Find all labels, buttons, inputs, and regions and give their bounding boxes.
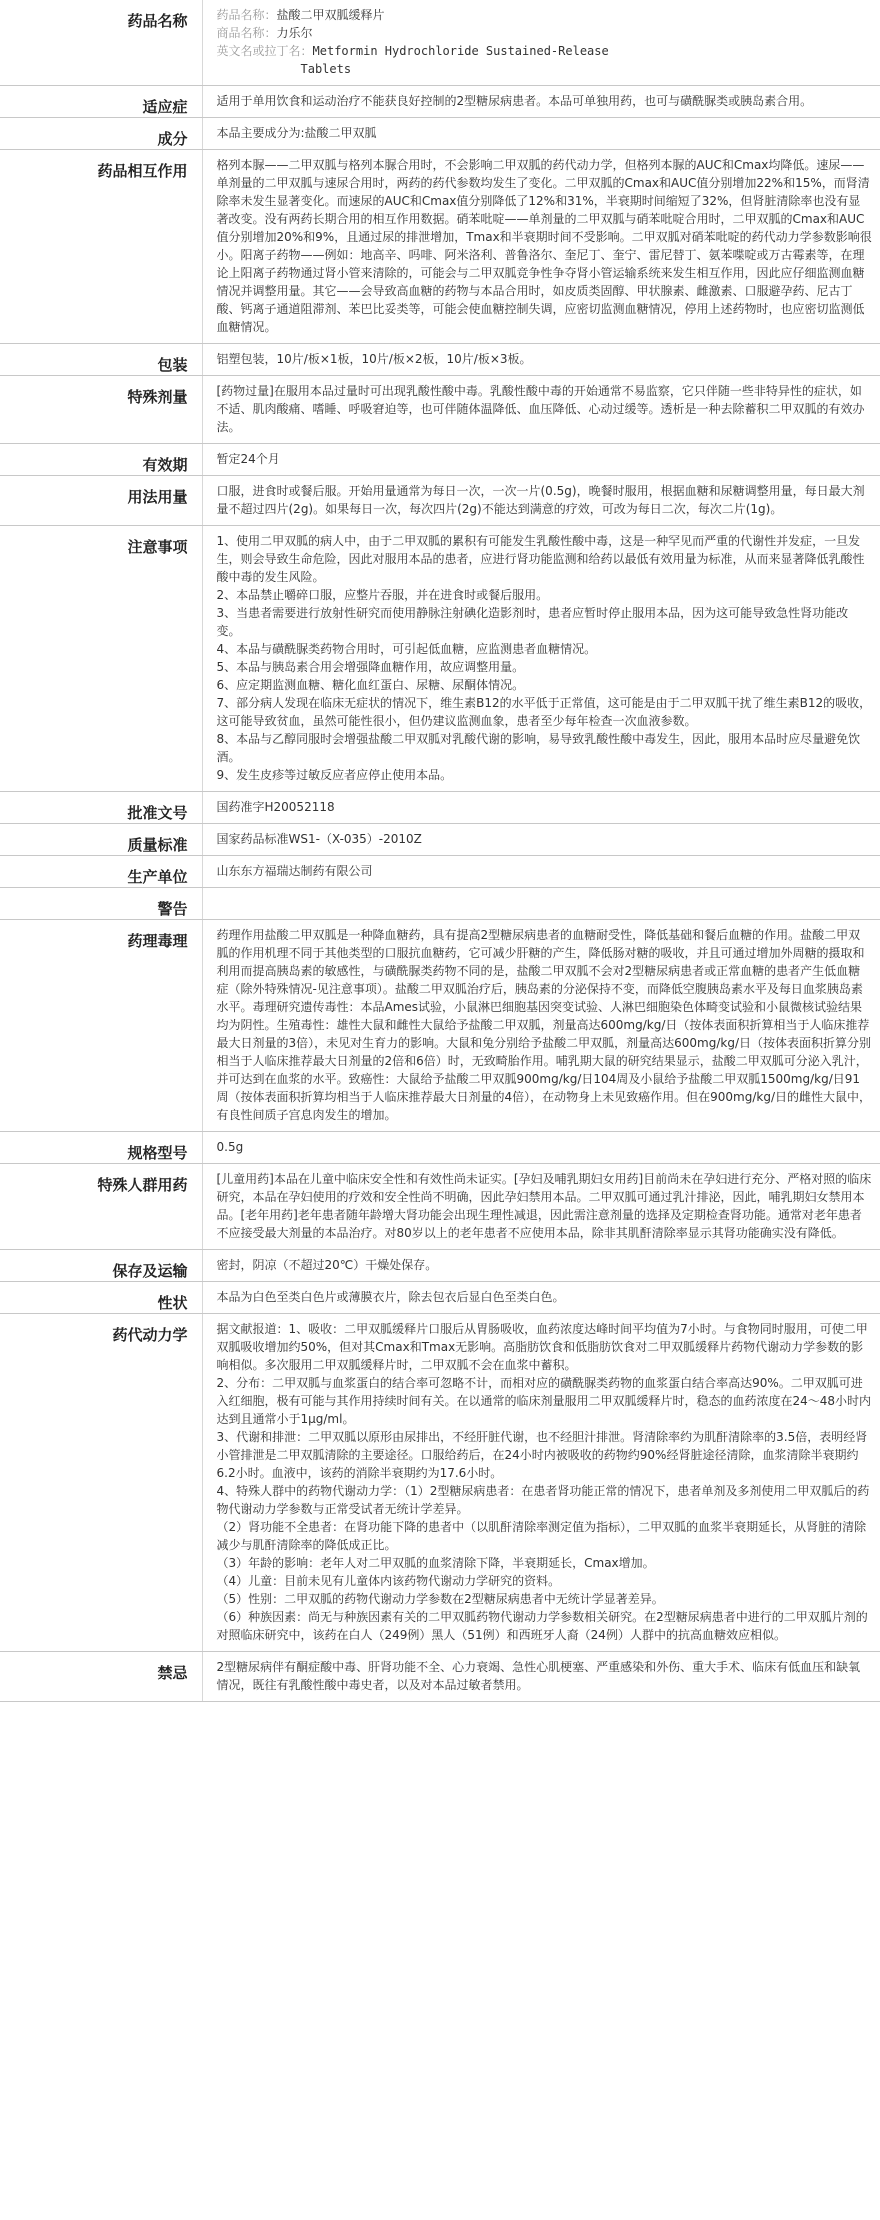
precaution-item: 9、发生皮疹等过敏反应者应停止使用本品。 <box>216 768 453 782</box>
content-overdose: [药物过量]在服用本品过量时可出现乳酸性酸中毒。乳酸性酸中毒的开始通常不易监察，它只伴随一些非特异性的症状，如不适、肌肉酸痛、嗜睡、呼吸窘迫等，也可伴随体温降低、血压降低、心动过缓等。透析是一种去除蓄积二甲双胍的有效办法。 <box>202 376 880 444</box>
content-validity: 暂定24个月 <box>202 444 880 476</box>
label-contraindications: 禁忌 <box>0 1652 202 1702</box>
content-dosage: 口服，进食时或餐后服。开始用量通常为每日一次，一次一片(0.5g)，晚餐时服用，根据血糖和尿糖调整用量，每日最大剂量不超过四片(2g)。如果每日一次，每次四片(2g)不能达到满意的疗效，可改为每日二次，每次二片(1g)。 <box>202 476 880 526</box>
row-dosage <box>0 476 880 526</box>
pharmacokinetics-item: 2、分布：二甲双胍与血浆蛋白的结合率可忽略不计，而相对应的磺酰脲类药物的血浆蛋白结合率高达90%。二甲双胍可进入红细胞，极有可能与其作用持续时间有关。在以通常的临床剂量服用二甲双胍缓释片时，稳态的血药浓度在24～48小时内达到且通常小于1μg/ml。 <box>216 1376 872 1426</box>
label-warning: 警告 <box>0 888 202 920</box>
generic-name-value: 盐酸二甲双胍缓释片 <box>276 8 385 22</box>
precaution-item: 7、部分病人发现在临床无症状的情况下，维生素B12的水平低于正常值，这可能是由于二甲双胍干扰了维生素B12的吸收，这可能导致贫血，虽然可能性很小，但仍建议监测血象，患者至少每年检查一次血液参数。 <box>216 696 872 728</box>
row-special-population <box>0 1164 880 1250</box>
pharmacokinetics-item: （5）性别：二甲双胍的药物代谢动力学参数在2型糖尿病患者中无统计学显著差异。 <box>216 1592 664 1606</box>
row-indications <box>0 86 880 118</box>
content-quality-standard: 国家药品标准WS1-（X-035）-2010Z <box>202 824 880 856</box>
content-manufacturer: 山东东方福瑞达制药有限公司 <box>202 856 880 888</box>
content-special-population: [儿童用药]本品在儿童中临床安全性和有效性尚未证实。[孕妇及哺乳期妇女用药]目前尚未在孕妇进行充分、严格对照的临床研究，本品在孕妇使用的疗效和安全性尚不明确，因此孕妇禁用本品。二甲双胍可通过乳汁排泌，因此，哺乳期妇女禁用本品。[老年用药]老年患者随年龄增大肾功能会出现生理性减退，因此需注意剂量的选择及定期检查肾功能。通常对老年患者不应接受最大剂量的本品治疗。对80岁以上的老年患者不应使用本品，除非其肌酐清除率显示其肾功能确实没有降低。 <box>202 1164 880 1250</box>
generic-name-label: 药品名称： <box>216 8 277 22</box>
precaution-item: 2、本品禁止嚼碎口服，应整片吞服，并在进食时或餐后服用。 <box>216 588 549 602</box>
pharmacokinetics-item: （4）儿童：目前未见有儿童体内该药物代谢动力学研究的资料。 <box>216 1574 561 1588</box>
english-name-line-2 <box>217 60 873 78</box>
content-composition: 本品主要成分为:盐酸二甲双胍 <box>202 118 880 150</box>
pharmacokinetics-item: 据文献报道：1、吸收：二甲双胍缓释片口服后从胃肠吸收，血药浓度达峰时间平均值为7小时。与食物同时服用，可使二甲双胍吸收增加约50%，但对其Cmax和Tmax无影响。高脂肪饮食和低脂肪饮食对二甲双胍缓释片药物代谢动力学参数的影响相似。多次服用二甲双胍缓释片时，二甲双胍不会在血浆中蓄积。 <box>216 1322 868 1372</box>
content-pharmacology: 药理作用盐酸二甲双胍是一种降血糖药，具有提高2型糖尿病患者的血糖耐受性，降低基础和餐后血糖的作用。盐酸二甲双胍的作用机理不同于其他类型的口服抗血糖药，它可减少肝糖的产生，降低肠对糖的吸收，并且可通过增加外周糖的摄取和利用而提高胰岛素的敏感性，与磺酰脲类药物不同的是，盐酸二甲双胍不会对2型糖尿病患者或正常血糖的患者产生低血糖症（除外特殊情况-见注意事项）。盐酸二甲双胍治疗后，胰岛素的分泌保持不变，而降低空腹胰岛素水平及每日血浆胰岛素水平。毒理研究遗传毒性：本品Ames试验，小鼠淋巴细胞基因突变试验、人淋巴细胞染色体畸变试验和小鼠微核试验结果均为阴性。生殖毒性：雄性大鼠和雌性大鼠给予盐酸二甲双胍，剂量高达600mg/kg/日（按体表面积折算相当于人临床推荐最大日剂量的3倍），未见对生育力的影响。大鼠和兔分别给予盐酸二甲双胍，剂量高达600mg/kg/日（按体表面积折算分别相当于人临床推荐最大日剂量的2倍和6倍）时，无致畸胎作用。哺乳期大鼠的研究结果显示，盐酸二甲双胍可分泌入乳汁，并可达到在血浆的水平。致癌性：大鼠给予盐酸二甲双胍900mg/kg/日104周及小鼠给予盐酸二甲双胍1500mg/kg/日91周（按体表面积折算均相当于人临床推荐最大日剂量的4倍），在动物身上未见致癌作用。但在900mg/kg/日的雌性大鼠中，有良性间质子宫息肉发生的增加。 <box>202 920 880 1132</box>
row-character <box>0 1282 880 1314</box>
row-manufacturer <box>0 856 880 888</box>
pharmacokinetics-item: （6）种族因素：尚无与种族因素有关的二甲双胍药物代谢动力学参数相关研究。在2型糖尿病患者中进行的二甲双胍片剂的对照临床研究中，该药在白人（249例）黑人（51例）和西班牙人裔（24例）人群中的抗高血糖效应相似。 <box>216 1610 868 1642</box>
label-dosage: 用法用量 <box>0 476 202 526</box>
label-indications: 适应症 <box>0 86 202 118</box>
content-contraindications: 2型糖尿病伴有酮症酸中毒、肝肾功能不全、心力衰竭、急性心肌梗塞、严重感染和外伤、重大手术、临床有低血压和缺氧情况，既往有乳酸性酸中毒史者，以及对本品过敏者禁用。 <box>202 1652 880 1702</box>
content-specification: 0.5g <box>202 1132 880 1164</box>
pharmacokinetics-item: 3、代谢和排泄：二甲双胍以原形由尿排出，不经肝脏代谢，也不经胆汁排泄。肾清除率约为肌酐清除率的3.5倍，表明经肾小管排泄是二甲双胍清除的主要途径。口服给药后，在24小时内被吸收的药物约90%经肾脏途径清除，血浆清除半衰期约6.2小时。血液中，该药的消除半衰期约为17.6小时。 <box>216 1430 868 1480</box>
content-interactions: 格列本脲——二甲双胍与格列本脲合用时，不会影响二甲双胍的药代动力学，但格列本脲的AUC和Cmax均降低。速尿——单剂量的二甲双胍与速尿合用时，两药的药代参数均发生了变化。二甲双胍的Cmax和AUC值分别增加22%和15%，而肾清除率未发生显著变化。而速尿的AUC和Cmax值分别降低了12%和31%，半衰期时间缩短了32%，但肾脏清除率也没有显著改变。没有两药长期合用的相互作用数据。硝苯吡啶——单剂量的二甲双胍与硝苯吡啶合用时，二甲双胍的Cmax和AUC值分别增加20%和9%，且通过尿的排泄增加，Tmax和半衰期时间不受影响。二甲双胍对硝苯吡啶的药代动力学参数影响很小。阳离子药物——例如：地高辛、吗啡、阿米洛利、普鲁洛尔、奎尼丁、奎宁、雷尼替丁、氨苯喋啶或万古霉素等，在理论上阳离子药物通过肾小管来清除的，可能会与二甲双胍竞争性争夺肾小管运输系统来发生相互作用，因此应仔细监测血糖情况并调整用量。其它——会导致高血糖的药物与本品合用时，如皮质类固醇、甲状腺素、雌激素、口服避孕药、尼古丁酸、钙离子通道阻滞剂、苯巴比妥类等，可能会使血糖控制失调，应密切监测血糖情况，停用上述药物时，也应密切监测低血糖情况。 <box>202 150 880 344</box>
content-character: 本品为白色至类白色片或薄膜衣片，除去包衣后显白色至类白色。 <box>202 1282 880 1314</box>
content-packaging: 铝塑包装，10片/板×1板，10片/板×2板，10片/板×3板。 <box>202 344 880 376</box>
label-overdose: 特殊剂量 <box>0 376 202 444</box>
generic-name-line <box>217 6 873 24</box>
row-quality-standard <box>0 824 880 856</box>
label-manufacturer: 生产单位 <box>0 856 202 888</box>
label-storage: 保存及运输 <box>0 1250 202 1282</box>
trade-name-line <box>217 24 873 42</box>
label-pharmacology: 药理毒理 <box>0 920 202 1132</box>
label-packaging: 包装 <box>0 344 202 376</box>
row-storage <box>0 1250 880 1282</box>
row-contraindications <box>0 1652 880 1702</box>
english-name-line <box>217 42 873 60</box>
label-special-population: 特殊人群用药 <box>0 1164 202 1250</box>
row-packaging <box>0 344 880 376</box>
label-drug-name: 药品名称 <box>0 0 202 86</box>
pharmacokinetics-item: （3）年龄的影响：老年人对二甲双胍的血浆清除下降，半衰期延长，Cmax增加。 <box>216 1556 655 1570</box>
row-precautions <box>0 526 880 792</box>
precaution-item: 5、本品与胰岛素合用会增强降血糖作用，故应调整用量。 <box>216 660 525 674</box>
row-drug-name <box>0 0 880 86</box>
trade-name-value: 力乐尔 <box>276 26 313 40</box>
label-interactions: 药品相互作用 <box>0 150 202 344</box>
content-approval-number: 国药准字H20052118 <box>202 792 880 824</box>
english-name-value-2: Tablets <box>300 62 352 76</box>
content-indications: 适用于单用饮食和运动治疗不能获良好控制的2型糖尿病患者。本品可单独用药，也可与磺酰脲类或胰岛素合用。 <box>202 86 880 118</box>
label-character: 性状 <box>0 1282 202 1314</box>
row-warning <box>0 888 880 920</box>
pharmacokinetics-item: （2）肾功能不全患者：在肾功能下降的患者中（以肌酐清除率测定值为指标），二甲双胍的血浆半衰期延长，从肾脏的清除减少与肌酐清除率的降低成正比。 <box>216 1520 867 1552</box>
english-name-value-1: Metformin Hydrochloride Sustained-Release <box>312 44 609 58</box>
label-approval-number: 批准文号 <box>0 792 202 824</box>
row-overdose <box>0 376 880 444</box>
precaution-item: 3、当患者需要进行放射性研究而使用静脉注射碘化造影剂时，患者应暂时停止服用本品，因为这可能导致急性肾功能改变。 <box>216 606 849 638</box>
precaution-item: 6、应定期监测血糖、糖化血红蛋白、尿糖、尿酮体情况。 <box>216 678 525 692</box>
content-storage: 密封，阴凉（不超过20℃）干燥处保存。 <box>202 1250 880 1282</box>
row-pharmacology <box>0 920 880 1132</box>
row-interactions <box>0 150 880 344</box>
row-specification <box>0 1132 880 1164</box>
label-specification: 规格型号 <box>0 1132 202 1164</box>
label-precautions: 注意事项 <box>0 526 202 792</box>
label-pharmacokinetics: 药代动力学 <box>0 1314 202 1652</box>
precaution-item: 8、本品与乙醇同服时会增强盐酸二甲双胍对乳酸代谢的影响，易导致乳酸性酸中毒发生，因此，服用本品时应尽量避免饮酒。 <box>216 732 861 764</box>
content-drug-name <box>202 0 880 86</box>
precaution-item: 4、本品与磺酰脲类药物合用时，可引起低血糖，应监测患者血糖情况。 <box>216 642 597 656</box>
english-name-label: 英文名或拉丁名： <box>216 44 313 58</box>
label-composition: 成分 <box>0 118 202 150</box>
content-pharmacokinetics <box>202 1314 880 1652</box>
row-validity <box>0 444 880 476</box>
label-validity: 有效期 <box>0 444 202 476</box>
row-composition <box>0 118 880 150</box>
content-precautions <box>202 526 880 792</box>
label-quality-standard: 质量标准 <box>0 824 202 856</box>
trade-name-label: 商品名称： <box>216 26 277 40</box>
precaution-item: 1、使用二甲双胍的病人中，由于二甲双胍的累积有可能发生乳酸性酸中毒，这是一种罕见而严重的代谢性并发症，一旦发生，则会导致生命危险，因此对服用本品的患者，应进行肾功能监测和给药以最低有效用量为标准，从而来显著降低乳酸性酸中毒的发生风险。 <box>216 534 865 584</box>
row-approval-number <box>0 792 880 824</box>
content-warning <box>202 888 880 920</box>
row-pharmacokinetics <box>0 1314 880 1652</box>
pharmacokinetics-item: 4、特殊人群中的药物代谢动力学：（1）2型糖尿病患者：在患者肾功能正常的情况下，患者单剂及多剂使用二甲双胍后的药物代谢动力学参数与正常受试者无统计学差异。 <box>216 1484 870 1516</box>
